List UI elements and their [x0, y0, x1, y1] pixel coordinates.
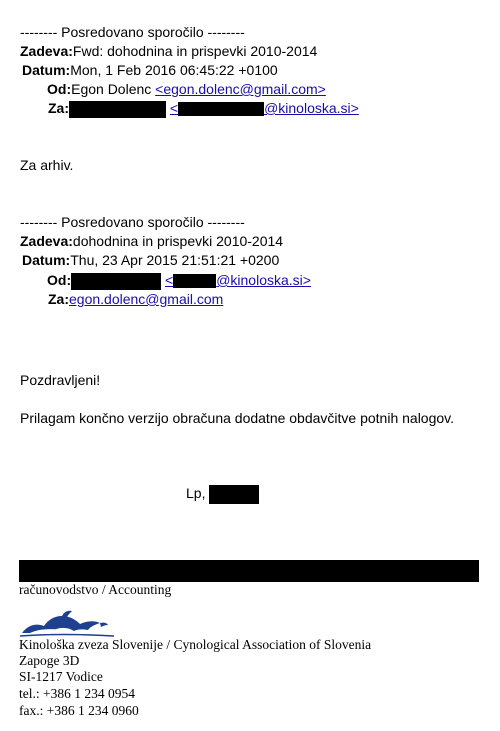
to-email-prefix: < [169, 100, 179, 116]
forward-separator-2: -------- Posredovano sporočilo -------- [20, 214, 245, 230]
from-label: Od: [47, 272, 72, 288]
subject-row-1 [20, 43, 317, 60]
redacted-email-user [178, 102, 264, 116]
signature-city: SI-1217 Vodice [19, 669, 103, 684]
subject-value: dohodnina in prispevki 2010-2014 [72, 233, 284, 249]
date-label: Datum: [22, 62, 71, 78]
to-email-suffix: @kinoloska.si> [264, 100, 359, 116]
redacted-sender-name [71, 273, 161, 290]
date-row-2 [22, 252, 279, 269]
to-label: Za: [48, 100, 69, 116]
subject-row-2 [20, 233, 283, 250]
signoff-text: Lp, [186, 485, 206, 502]
forward-separator-1: -------- Posredovano sporočilo -------- [20, 24, 245, 40]
from-name: Egon Dolenc [71, 81, 156, 97]
greeting-text: Pozdravljeni! [20, 372, 101, 388]
signature-tel: tel.: +386 1 234 0954 [19, 686, 135, 701]
signature-street: Zapoge 3D [19, 653, 80, 668]
to-row-2 [48, 291, 223, 308]
signature-role: računovodstvo / Accounting [19, 582, 172, 597]
subject-label: Zadeva: [20, 43, 73, 59]
subject-value: Fwd: dohodnina in prispevki 2010-2014 [72, 43, 318, 59]
signoff-row [186, 485, 259, 504]
date-value: Thu, 23 Apr 2015 21:51:21 +0200 [70, 252, 280, 268]
body-text: Prilagam končno verzijo obračuna dodatne obdavčitve potnih nalogov. [20, 410, 455, 426]
redacted-signoff-name [209, 485, 259, 504]
from-email-link[interactable] [165, 272, 311, 288]
subject-label: Zadeva: [20, 233, 73, 249]
date-row-1 [22, 62, 278, 79]
from-email-prefix: < [165, 272, 174, 288]
redacted-email-user [173, 274, 216, 288]
note-text: Za arhiv. [20, 157, 74, 173]
from-email-suffix: @kinoloska.si> [216, 272, 311, 288]
from-row-1 [47, 81, 326, 98]
to-label: Za: [48, 291, 69, 307]
redacted-recipient-name [69, 101, 166, 118]
signature-fax: fax.: +386 1 234 0960 [19, 703, 139, 718]
to-row-1 [48, 100, 359, 118]
date-value: Mon, 1 Feb 2016 06:45:22 +0100 [70, 62, 278, 78]
from-row-2 [47, 272, 311, 290]
to-email-link[interactable] [170, 100, 359, 116]
to-email-link[interactable]: egon.dolenc@gmail.com [69, 291, 224, 307]
from-email-link[interactable]: <egon.dolenc@gmail.com> [155, 81, 326, 97]
redacted-signature-name [19, 560, 479, 582]
dog-logo-icon [18, 607, 118, 639]
from-label: Od: [47, 81, 72, 97]
signature-organization: Kinološka zveza Slovenije / Cynological Association of Slovenia [19, 637, 372, 652]
date-label: Datum: [22, 252, 71, 268]
